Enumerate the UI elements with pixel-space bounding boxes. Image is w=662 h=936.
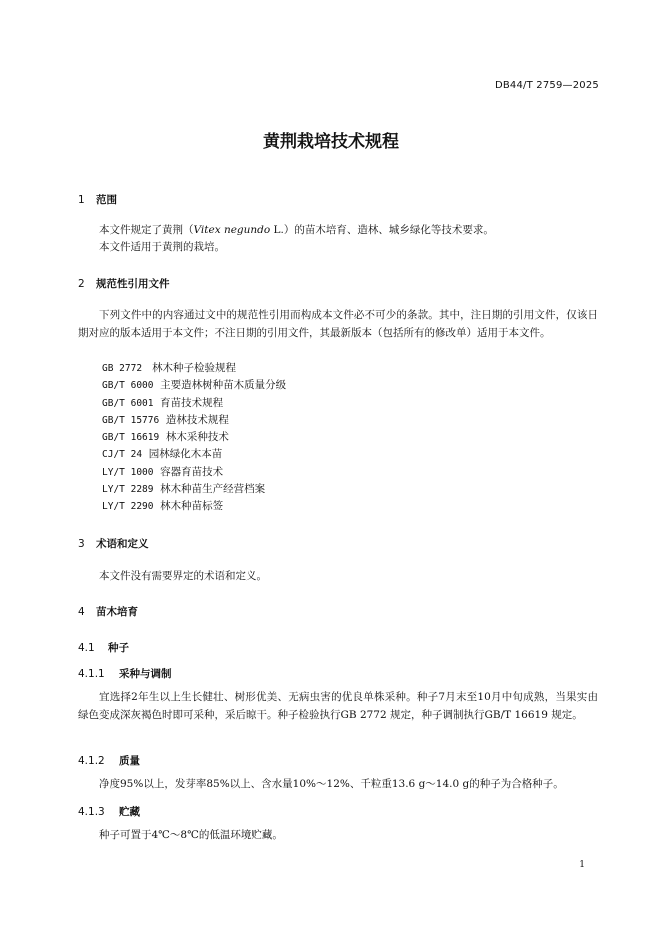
section-4-1-2-paragraph: 净度95%以上，发芽率85%以上、含水量10%～12%、千粒重13.6 g～14.0 g的种子为合格种子。 (99, 778, 564, 790)
reference-item (102, 446, 286, 463)
standard-code: DB44/T 2759—2025 (494, 80, 599, 91)
section-4-1-1-heading (78, 666, 172, 681)
reference-name: 造林技术规程 (165, 413, 229, 426)
reference-name: 林木种苗标签 (160, 500, 224, 513)
section-number: 4.1.3 (78, 806, 105, 818)
reference-item (102, 481, 286, 498)
section-4-1-heading (78, 640, 129, 655)
section-title: 苗木培育 (96, 606, 138, 618)
page-number: 1 (579, 860, 585, 870)
section-number: 4.1.2 (78, 755, 105, 767)
reference-name: 林木种子检验规程 (152, 362, 237, 374)
section-2-heading (78, 276, 170, 291)
section-title: 术语和定义 (96, 538, 149, 550)
reference-code: GB 2772 (102, 363, 143, 374)
reference-item (102, 498, 286, 515)
section-number: 4.1.1 (78, 668, 105, 680)
reference-name: 主要造林树种苗木质量分级 (160, 379, 287, 392)
reference-name: 园林绿化木本苗 (148, 448, 223, 461)
reference-code: GB/T 6000 (102, 380, 154, 392)
reference-item (102, 429, 286, 446)
reference-code: GB/T 16619 (102, 432, 160, 444)
reference-item (102, 412, 286, 429)
section-4-1-2-heading (78, 753, 140, 768)
reference-code: CJ/T 24 (102, 449, 143, 461)
section-2-intro: 下列文件中的内容通过文中的规范性引用而构成本文件必不可少的条款。其中，注日期的引用文件，仅该日期对应的版本适用于本文件；不注日期的引用文件，其最新版本（包括所有的修改单）适用于本文件。 (78, 309, 598, 339)
section-3-paragraph: 本文件没有需要界定的术语和定义。 (99, 570, 267, 582)
section-number: 4.1 (78, 642, 95, 654)
section-1-heading (78, 192, 117, 207)
section-3-heading (78, 536, 149, 551)
section-4-1-1-paragraph: 宜选择2年生以上生长健壮、树形优美、无病虫害的优良单株采种。种子7月末至10月中旬成熟，当果实由绿色变成深灰褐色时即可采种，采后晾干。种子检验执行GB 2772 规定，种子调制执行GB/T 16619 规定。 (78, 691, 598, 721)
section-number: 2 (78, 278, 85, 290)
document-title: 黄荆栽培技术规程 (263, 132, 399, 152)
reference-code: GB/T 6001 (102, 397, 154, 409)
section-number: 3 (78, 538, 85, 550)
section-1-paragraph-1 (78, 222, 598, 240)
reference-code: LY/T 2290 (102, 501, 154, 513)
section-4-1-3-paragraph: 种子可置于4℃～8℃的低温环境贮藏。 (99, 829, 283, 841)
latin-name: Vitex negundo (193, 224, 271, 236)
reference-code: GB/T 15776 (102, 414, 160, 426)
reference-list (102, 360, 286, 516)
reference-name: 育苗技术规程 (160, 396, 224, 409)
text-run: 本文件规定了黄荆（ (99, 224, 194, 236)
reference-item (102, 360, 286, 377)
section-title: 采种与调制 (119, 668, 172, 680)
reference-item (102, 395, 286, 412)
reference-code: LY/T 2289 (102, 484, 154, 496)
reference-code: LY/T 1000 (102, 466, 154, 478)
section-number: 4 (78, 606, 85, 618)
section-number: 1 (78, 194, 85, 206)
section-4-heading (78, 604, 138, 619)
section-title: 范围 (96, 194, 117, 206)
section-title: 质量 (119, 755, 140, 767)
section-title: 种子 (108, 642, 129, 654)
section-title: 规范性引用文件 (96, 278, 170, 290)
reference-name: 容器育苗技术 (160, 465, 224, 478)
section-title: 贮藏 (119, 806, 140, 818)
reference-name: 林木种苗生产经营档案 (160, 483, 266, 496)
section-4-1-3-heading (78, 804, 140, 819)
reference-name: 林木采种技术 (165, 431, 229, 444)
section-1-paragraph-2: 本文件适用于黄荆的栽培。 (99, 241, 225, 253)
reference-item (102, 377, 286, 394)
text-run: L.）的苗木培育、造林、城乡绿化等技术要求。 (270, 224, 494, 236)
reference-item (102, 464, 286, 481)
